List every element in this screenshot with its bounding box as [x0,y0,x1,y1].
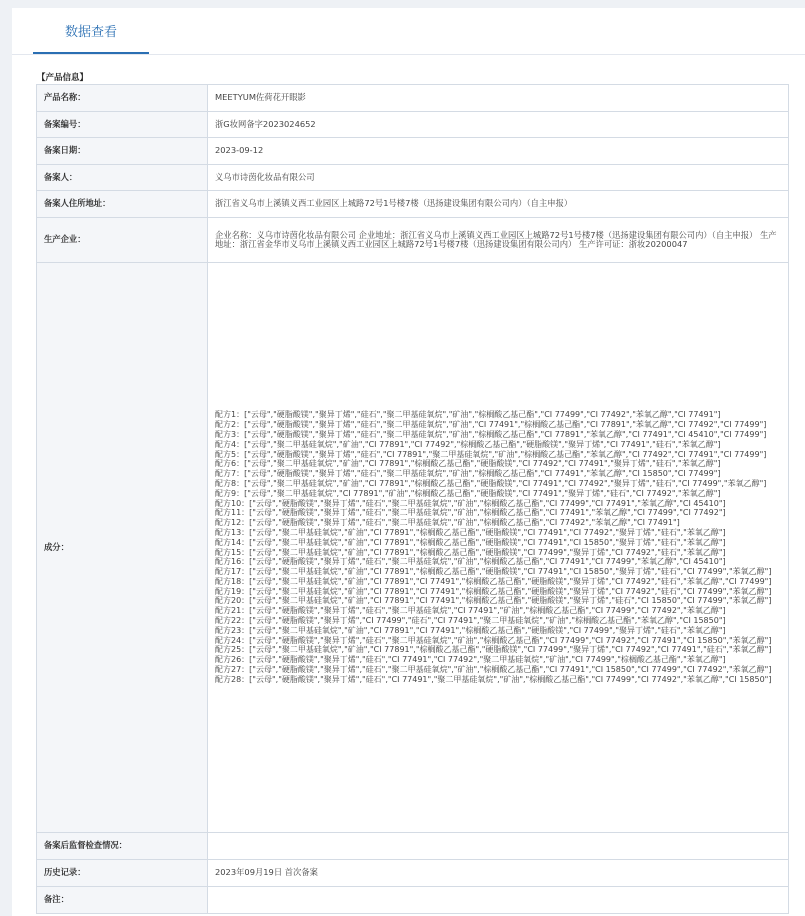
registrant-address-label: 备案人住所地址： [37,191,208,218]
formula-item: 配方22：["云母","硬脂酸镁","聚异丁烯","CI 77499","硅石","CI 77491","聚二甲基硅氧烷","矿油","棕榈酸乙基己酯","苯氧乙醇","CI 15850"] [215,616,726,626]
record-number-label: 备案编号： [37,112,208,138]
formula-item: 配方11：["云母","硬脂酸镁","聚异丁烯","硅石","聚二甲基硅氧烷","矿油","棕榈酸乙基己酯","CI 77491","苯氧乙醇","CI 77499","CI 77492"] [215,508,726,518]
formula-item: 配方19：["云母","聚二甲基硅氧烷","矿油","CI 77891","CI 77491","棕榈酸乙基己酯","硬脂酸镁","聚异丁烯","CI 77492","硅石","CI 77499","苯氧乙醇"] [215,586,772,596]
formula-item: 配方17：["云母","聚二甲基硅氧烷","矿油","CI 77891","棕榈酸乙基己酯","硬脂酸镁","CI 77491","CI 15850","聚异丁烯","硅石","CI 77499","苯氧乙醇"] [215,567,772,577]
formula-item: 配方12：["云母","硬脂酸镁","聚异丁烯","硅石","聚二甲基硅氧烷","矿油","棕榈酸乙基己酯","CI 77492","苯氧乙醇","CI 77491"] [215,518,680,528]
formula-item: 配方20：["云母","聚二甲基硅氧烷","矿油","CI 77891","CI 77491","棕榈酸乙基己酯","硬脂酸镁","聚异丁烯","硅石","CI 15850","CI 77499","苯氧乙醇"] [215,596,772,606]
product-name-value: MEETYUM佐荷花开眼影 [208,85,789,112]
formula-item: 配方3：["云母","硬脂酸镁","聚异丁烯","硅石","聚二甲基硅氧烷","矿油","棕榈酸乙基己酯","CI 77891","苯氧乙醇","CI 77491","CI 45410","CI 77499"] [215,429,767,439]
formula-item: 配方21：["云母","硬脂酸镁","聚异丁烯","硅石","聚二甲基硅氧烷","CI 77491","矿油","棕榈酸乙基己酯","CI 77499","CI 77492","苯氧乙醇"] [215,606,726,616]
formula-item: 配方7：["云母","硬脂酸镁","聚异丁烯","硅石","聚二甲基硅氧烷","矿油","棕榈酸乙基己酯","CI 77491","苯氧乙醇","CI 15850","CI 77499"] [215,469,721,479]
formula-item: 配方24：["云母","硬脂酸镁","聚异丁烯","硅石","聚二甲基硅氧烷","矿油","棕榈酸乙基己酯","CI 77499","CI 77492","CI 77491","CI 15850","苯氧乙醇"] [215,635,772,645]
formula-item: 配方6：["云母","聚二甲基硅氧烷","矿油","CI 77891","棕榈酸乙基己酯","硬脂酸镁","CI 77492","CI 77491","聚异丁烯","硅石","苯氧乙醇"] [215,459,721,469]
formula-item: 配方2：["云母","硬脂酸镁","聚异丁烯","硅石","聚二甲基硅氧烷","矿油","CI 77491","棕榈酸乙基己酯","CI 77891","苯氧乙醇","CI 77492","CI 77499"] [215,420,767,430]
formula-item: 配方27：["云母","硬脂酸镁","聚异丁烯","硅石","聚二甲基硅氧烷","矿油","棕榈酸乙基己酯","CI 77491","CI 15850","CI 77499","CI 77492","苯氧乙醇"] [215,665,772,675]
supervision-value [208,833,789,860]
formula-item: 配方13：["云母","聚二甲基硅氧烷","矿油","CI 77891","棕榈酸乙基己酯","硬脂酸镁","CI 77491","CI 77492","聚异丁烯","硅石","苯氧乙醇"] [215,527,726,537]
table-row [37,138,789,165]
history-label: 历史记录： [37,860,208,887]
table-row [37,263,789,833]
tab-data-view[interactable]: 数据查看 [33,8,149,54]
formula-item: 配方28：["云母","硬脂酸镁","聚异丁烯","硅石","CI 77491","聚二甲基硅氧烷","矿油","棕榈酸乙基己酯","CI 77499","CI 77492","苯氧乙醇","CI 15850"] [215,674,772,684]
product-name-label: 产品名称： [37,85,208,112]
supervision-label: 备案后监督检查情况： [37,833,208,860]
formula-item: 配方8：["云母","聚二甲基硅氧烷","矿油","CI 77891","棕榈酸乙基己酯","硬脂酸镁","CI 77491","CI 77492","聚异丁烯","硅石","CI 77499","苯氧乙醇"] [215,478,767,488]
table-row [37,887,789,914]
page [12,8,805,916]
formula-list [215,410,782,684]
section-title: 【产品信息】 [37,73,89,83]
formula-item: 配方14：["云母","聚二甲基硅氧烷","矿油","CI 77891","棕榈酸乙基己酯","硬脂酸镁","CI 77491","CI 15850","聚异丁烯","硅石","苯氧乙醇"] [215,537,726,547]
table-row [37,860,789,887]
registrant-label: 备案人： [37,165,208,191]
remarks-value [208,887,789,914]
table-row [37,85,789,112]
formula-item: 配方16：["云母","硬脂酸镁","聚异丁烯","硅石","聚二甲基硅氧烷","矿油","棕榈酸乙基己酯","CI 77491","CI 77499","苯氧乙醇","CI 45410"] [215,557,726,567]
table-row [37,112,789,138]
tab-bar [12,8,805,55]
table-row [37,165,789,191]
remarks-label: 备注： [37,887,208,914]
record-number-value: 浙G妆网备字2023024652 [208,112,789,138]
formula-item: 配方5：["云母","硬脂酸镁","聚异丁烯","硅石","CI 77891","聚二甲基硅氧烷","矿油","棕榈酸乙基己酯","苯氧乙醇","CI 77492","CI 77491","CI 77499"] [215,449,767,459]
formula-item: 配方4：["云母","聚二甲基硅氧烷","矿油","CI 77891","CI 77492","棕榈酸乙基己酯","硬脂酸镁","聚异丁烯","CI 77491","硅石","苯氧乙醇"] [215,439,721,449]
manufacturer-value: 企业名称：义乌市诗茵化妆品有限公司 企业地址：浙江省义乌市上溪镇义西工业园区上城路72号1号楼7楼（迅扬建设集团有限公司内）（自主申报） 生产地址：浙江省金华市义乌市上溪镇义西工业园区上城路72号1号楼7楼（迅扬建设集团有限公司内） 生产许可证：浙妆20200047 [208,218,789,263]
table-row [37,218,789,263]
formula-item: 配方9：["云母","聚二甲基硅氧烷","CI 77891","矿油","棕榈酸乙基己酯","硬脂酸镁","CI 77491","聚异丁烯","硅石","CI 77492","苯氧乙醇"] [215,488,721,498]
formula-item: 配方10：["云母","硬脂酸镁","聚异丁烯","硅石","聚二甲基硅氧烷","矿油","棕榈酸乙基己酯","CI 77499","CI 77491","苯氧乙醇","CI 45410"] [215,498,726,508]
manufacturer-label: 生产企业： [37,218,208,263]
ingredients-label: 成分： [37,263,208,833]
formula-item: 配方23：["云母","聚二甲基硅氧烷","矿油","CI 77891","CI 77491","棕榈酸乙基己酯","硬脂酸镁","CI 77499","聚异丁烯","硅石","苯氧乙醇"] [215,625,726,635]
table-row [37,191,789,218]
ingredients-value [208,263,789,833]
formula-item: 配方25：["云母","聚二甲基硅氧烷","矿油","CI 77891","棕榈酸乙基己酯","硬脂酸镁","CI 77499","聚异丁烯","CI 77492","CI 77491","硅石","苯氧乙醇"] [215,645,772,655]
registrant-value: 义乌市诗茵化妆品有限公司 [208,165,789,191]
registrant-address-value: 浙江省义乌市上溪镇义西工业园区上城路72号1号楼7楼（迅扬建设集团有限公司内）（自主申报） [208,191,789,218]
record-date-value: 2023-09-12 [208,138,789,165]
formula-item: 配方26：["云母","硬脂酸镁","聚异丁烯","硅石","CI 77491","CI 77492","聚二甲基硅氧烷","矿油","CI 77499","棕榈酸乙基己酯","苯氧乙醇"] [215,655,726,665]
table-row [37,833,789,860]
formula-item: 配方15：["云母","聚二甲基硅氧烷","矿油","CI 77891","棕榈酸乙基己酯","硬脂酸镁","CI 77499","聚异丁烯","CI 77492","硅石","苯氧乙醇"] [215,547,726,557]
formula-item: 配方18：["云母","聚二甲基硅氧烷","矿油","CI 77891","CI 77491","棕榈酸乙基己酯","硬脂酸镁","聚异丁烯","CI 77492","硅石","苯氧乙醇","CI 77499"] [215,576,772,586]
formula-item: 配方1：["云母","硬脂酸镁","聚异丁烯","硅石","聚二甲基硅氧烷","矿油","棕榈酸乙基己酯","CI 77499","CI 77492","苯氧乙醇","CI 77491"] [215,410,721,420]
history-value: 2023年09月19日 首次备案 [208,860,789,887]
record-date-label: 备案日期： [37,138,208,165]
product-info-table [36,84,789,914]
